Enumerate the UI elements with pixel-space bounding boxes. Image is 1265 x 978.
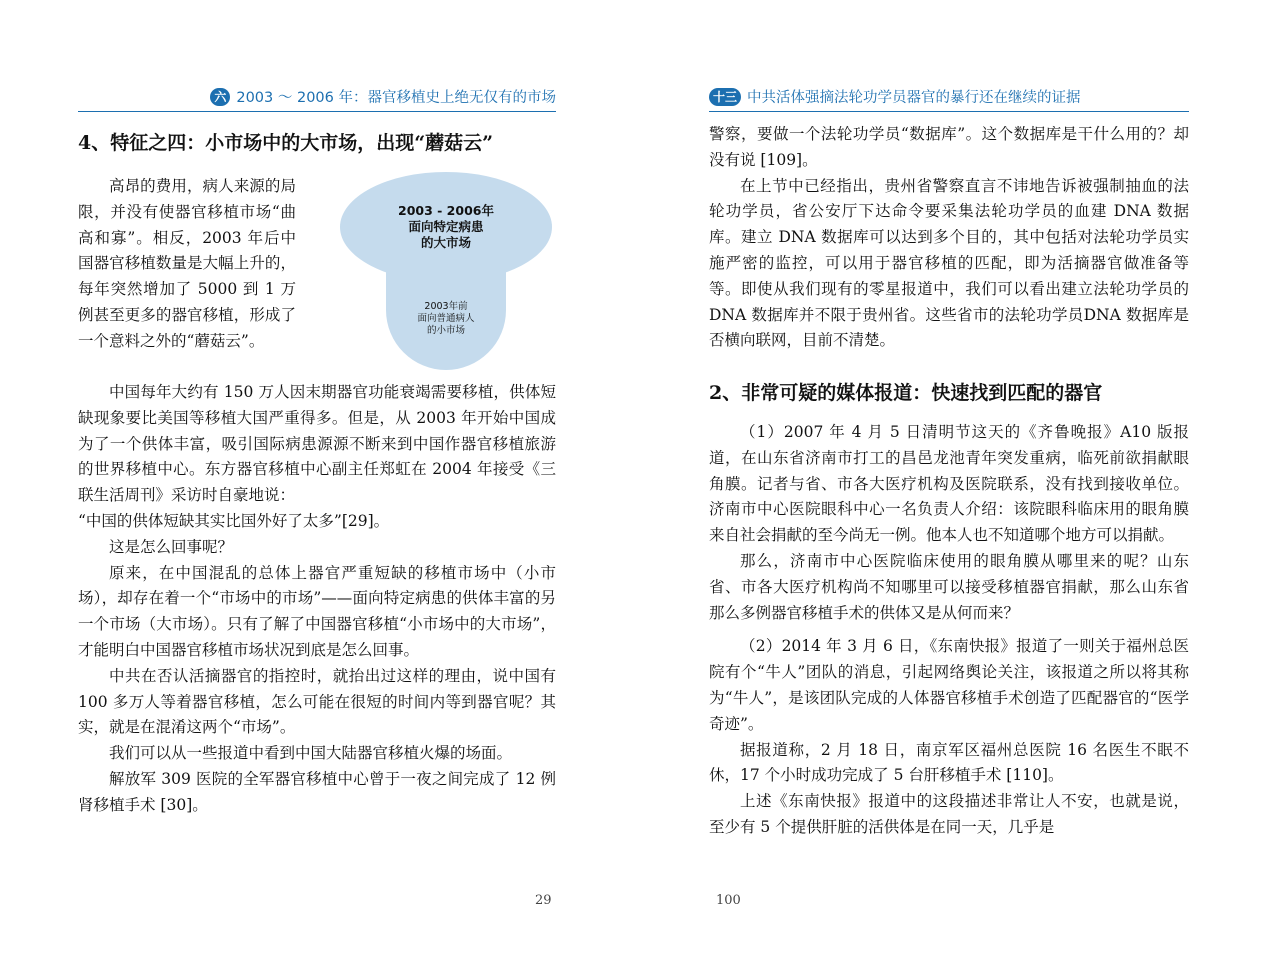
paragraph: 警察，要做一个法轮功学员“数据库”。这个数据库是干什么用的？却没有说 [109]。 (709, 125, 1189, 169)
paragraph: 上述《东南快报》报道中的这段描述非常让人不安，也就是说，至少有 5 个提供肝脏的活供体是在同一天，几乎是 (709, 792, 1189, 836)
left-body-text (78, 380, 556, 819)
paragraph: 中共在否认活摘器官的指控时，就抬出过这样的理由，说中国有 100 多万人等着器官移植，怎么可能在很短的时间内等到器官呢？其实，就是在混淆这两个“市场”。 (78, 666, 556, 737)
page-number: 29 (535, 893, 552, 908)
mushroom-cloud-figure (340, 172, 552, 372)
paragraph: 我们可以从一些报道中看到中国大陆器官移植火爆的场面。 (109, 744, 513, 763)
right-body-text (709, 420, 1189, 841)
figure-cap-label: 2003 - 2006年 (398, 203, 494, 218)
chapter-badge: 六 (210, 88, 230, 106)
paragraph: 这是怎么回事呢？ (109, 537, 234, 556)
paragraph: “中国的供体短缺其实比国外好了太多”[29]。 (78, 511, 390, 530)
figure-cap-label: 面向特定病患 (408, 219, 484, 234)
chapter-badge: 十三 (709, 88, 741, 106)
left-running-head (78, 84, 556, 112)
section-heading: 4、特征之四：小市场中的大市场，出现“蘑菇云” (78, 132, 494, 154)
right-running-head (709, 84, 1189, 112)
page-number: 100 (716, 893, 741, 908)
paragraph: 原来，在中国混乱的总体上器官严重短缺的移植市场中（小市场），却存在着一个“市场中的市场”——面向特定病患的供体丰富的另一个市场（大市场）。只有了解了中国器官移植“小市场中的大市场”，才能明白中国器官移植市场状况到底是怎么回事。 (78, 563, 556, 659)
left-page (0, 0, 632, 978)
paragraph: 解放军 309 医院的全军器官移植中心曾于一夜之间完成了 12 例肾移植手术 [30]。 (78, 769, 556, 814)
running-head-title: 中共活体强摘法轮功学员器官的暴行还在继续的证据 (747, 90, 1081, 106)
figure-stem-label: 的小市场 (426, 325, 465, 336)
paragraph: （1）2007 年 4 月 5 日清明节这天的《齐鲁晚报》A10 版报道，在山东省济南市打工的昌邑龙池青年突发重病，临死前欲捐献眼角膜。记者与省、市各大医疗机构及医院联系，没有找到接收单位。济南市中心医院眼科中心一名负责人介绍：该院眼科临床用的眼角膜来自社会捐献的至今尚无一例。他本人也不知道哪个地方可以捐献。 (709, 423, 1189, 545)
paragraph: 那么，济南市中心医院临床使用的眼角膜从哪里来的呢？山东省、市各大医疗机构尚不知哪里可以接受移植器官捐献，那么山东省那么多例器官移植手术的供体又是从何而来？ (709, 551, 1189, 622)
section-heading: 2、非常可疑的媒体报道：快速找到匹配的器官 (709, 382, 1103, 404)
paragraph: 据报道称，2 月 18 日，南京军区福州总医院 16 名医生不眠不休，17 个小时成功完成了 5 台肝移植手术 [110]。 (709, 740, 1189, 785)
right-page (633, 0, 1265, 978)
figure-cap-label: 的大市场 (420, 235, 471, 250)
header-rule (78, 111, 556, 112)
paragraph: （2）2014 年 3 月 6 日，《东南快报》报道了一则关于福州总医院有个“牛人”团队的消息，引起网络舆论关注，该报道之所以将其称为“牛人”，是该团队完成的人体器官移植手术创造了匹配器官的“医学奇迹”。 (709, 637, 1189, 733)
header-rule (709, 111, 1189, 112)
running-head-title: 2003 ～ 2006 年：器官移植史上绝无仅有的市场 (236, 90, 556, 106)
figure-cap (340, 172, 552, 282)
paragraph: 在上节中已经指出，贵州省警察直言不讳地告诉被强制抽血的法轮功学员，省公安厅下达命令要采集法轮功学员的血建 DNA 数据库。建立 DNA 数据库可以达到多个目的，其中包括对法轮功学员实施严密的监控，可以用于器官移植的匹配，即为活摘器官做准备等等。即使从我们现有的零星报道中，我们可以看出建立法轮功学员的DNA 数据库并不限于贵州省。这些省市的法轮功学员DNA 数据库是否横向联网，目前不清楚。 (709, 176, 1189, 350)
wrap-text-block (78, 174, 296, 355)
paragraph: 中国每年大约有 150 万人因末期器官功能衰竭需要移植，供体短缺现象要比美国等移植大国严重得多。但是，从 2003 年开始中国成为了一个供体丰富，吸引国际病患源源不断来到中国作器官移植旅游的世界移植中心。东方器官移植中心副主任郑虹在 2004 年接受《三联生活周刊》采访时自豪地说： (78, 383, 556, 505)
paragraph: 高昂的费用，病人来源的局限，并没有使器官移植市场“曲高和寡”。相反，2003 年后中国器官移植数量是大幅上升的，每年突然增加了 5000 到 1 万例甚至更多的器官移植，形成了一个意料之外的“蘑菇云”。 (78, 177, 296, 350)
figure-stem-label: 2003年前 (424, 301, 468, 312)
figure-stem-label: 面向普通病人 (417, 313, 475, 324)
right-top-text (709, 122, 1189, 354)
